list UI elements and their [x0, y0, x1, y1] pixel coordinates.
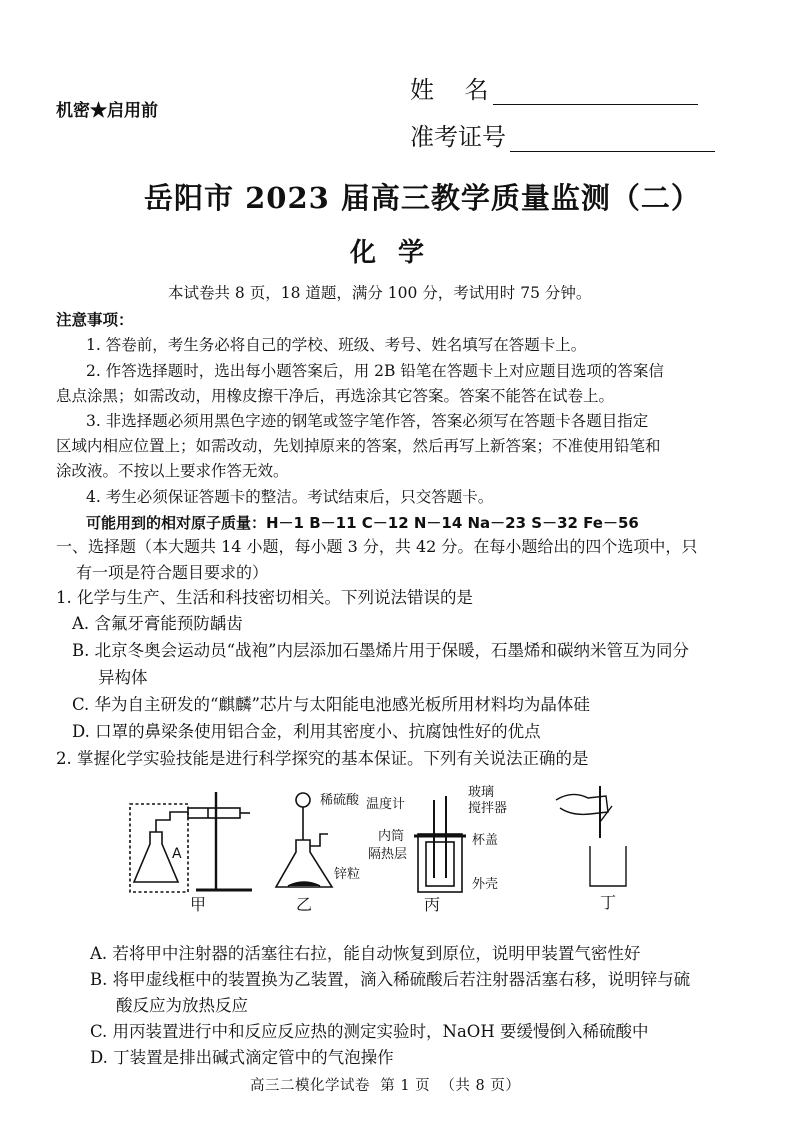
notice-item-2-line1: 2. 作答选择题时，选出每小题答案后，用 2B 铅笔在答题卡上对应题目选项的答案信	[86, 362, 664, 380]
question-2-stem: 2. 掌握化学实验技能是进行科学探究的基本保证。下列有关说法正确的是	[56, 749, 589, 768]
bing-inner-label: 内筒	[378, 829, 405, 844]
bing-insul-label: 隔热层	[368, 847, 408, 862]
yi-flask	[276, 840, 332, 887]
atomic-masses: 可能用到的相对原子质量：H－1 B－11 C－12 N－14 Na－23 S－32 Fe－56	[86, 514, 639, 532]
notice-item-3-line1: 3. 非选择题必须用黑色字迹的钢笔或签字笔作答，答案必须写在答题卡各题目指定	[86, 412, 649, 430]
page-title: 岳阳市 2023 届高三教学质量监测（二）	[144, 181, 701, 215]
bing-shell-label: 外壳	[472, 877, 499, 892]
yi-zinc-label: 锌粒	[334, 867, 361, 882]
exam-info: 本试卷共 8 页，18 道题，满分 100 分，考试用时 75 分钟。	[168, 284, 592, 302]
notice-item-1: 1. 答卷前，考生务必将自己的学校、班级、考号、姓名填写在答题卡上。	[86, 336, 587, 354]
notice-item-4: 4. 考生必须保证答题卡的整洁。考试结束后，只交答题卡。	[86, 488, 494, 506]
question-1-option-b-line1: B. 北京冬奥会运动员“战袍”内层添加石墨烯片用于保暖，石墨烯和碳纳米管互为同分	[72, 641, 689, 660]
question-1-option-b-line2: 异构体	[98, 668, 148, 687]
notice-item-2-line2: 息点涂黑；如需改动，用橡皮擦干净后，再选涂其它答案。答案不能答在试卷上。	[56, 387, 615, 405]
notice-item-3-line3: 涂改液。不按以上要求作答无效。	[56, 462, 289, 480]
jia-syringe-barrel	[188, 808, 240, 818]
name-label: 姓 名	[410, 76, 489, 104]
page-footer: 高三二模化学试卷 第 1 页 （共 8 页）	[250, 1078, 521, 1094]
notice-label: 注意事项：	[56, 310, 134, 329]
name-field[interactable]	[410, 70, 698, 105]
bing-inner	[426, 842, 454, 886]
bing-label: 丙	[424, 895, 441, 914]
section1-heading-text: 一、选择题（本大题共 14 小题，每小题 3 分，共 42 分。在每小题给出的四个选项中，只	[56, 537, 698, 556]
apparatus-figure	[120, 782, 640, 917]
question-2-option-b-line1: B. 将甲虚线框中的装置换为乙装置，滴入稀硫酸后若注射器活塞右移，说明锌与硫	[90, 970, 691, 989]
yi-side-tube	[310, 834, 328, 846]
id-blank[interactable]	[510, 151, 715, 152]
bing-stirrer-label1: 玻璃	[468, 785, 495, 800]
question-2-option-b-line2: 酸反应为放热反应	[116, 996, 248, 1015]
yi-acid-label: 稀硫酸	[320, 793, 360, 808]
section1-heading-line2: 有一项是符合题目要求的）	[76, 563, 269, 582]
id-field[interactable]	[410, 117, 715, 152]
name-blank[interactable]	[493, 104, 698, 105]
question-1-option-d: D. 口罩的鼻梁条使用铝合金，利用其密度小、抗腐蚀性好的优点	[72, 722, 541, 741]
question-1-option-c: C. 华为自主研发的“麒麟”芯片与太阳能电池感光板所用材料均为晶体硅	[72, 695, 590, 714]
id-label: 准考证号	[410, 123, 506, 151]
ding-label: 丁	[600, 893, 617, 912]
question-1-option-a: A. 含氟牙膏能预防龋齿	[72, 614, 243, 633]
bing-thermo-label: 温度计	[366, 797, 406, 812]
jia-a-label: A	[172, 846, 182, 862]
question-1-stem: 1. 化学与生产、生活和科技密切相关。下列说法错误的是	[56, 588, 473, 607]
jia-label: 甲	[190, 895, 207, 914]
subject-title: 化学	[350, 238, 447, 268]
bing-stirrer-label2: 搅拌器	[468, 801, 508, 816]
question-2-option-d: D. 丁装置是排出碱式滴定管中的气泡操作	[90, 1048, 394, 1067]
bing-lid-label: 杯盖	[472, 833, 499, 848]
secret-label: 机密★启用前	[56, 101, 158, 121]
notice-item-3-line2: 区域内相应位置上；如需改动，先划掉原来的答案，然后再写上新答案；不准使用铅笔和	[56, 437, 661, 455]
question-2-option-a: A. 若将甲中注射器的活塞往右拉，能自动恢复到原位，说明甲装置气密性好	[90, 944, 641, 963]
yi-funnel-top	[296, 793, 310, 807]
ding-beaker	[590, 846, 626, 886]
question-2-option-c: C. 用丙装置进行中和反应反应热的测定实验时，NaOH 要缓慢倒入稀硫酸中	[90, 1022, 649, 1041]
section1-heading-line1	[56, 534, 697, 560]
yi-label: 乙	[296, 895, 313, 914]
jia-tube	[156, 812, 188, 832]
